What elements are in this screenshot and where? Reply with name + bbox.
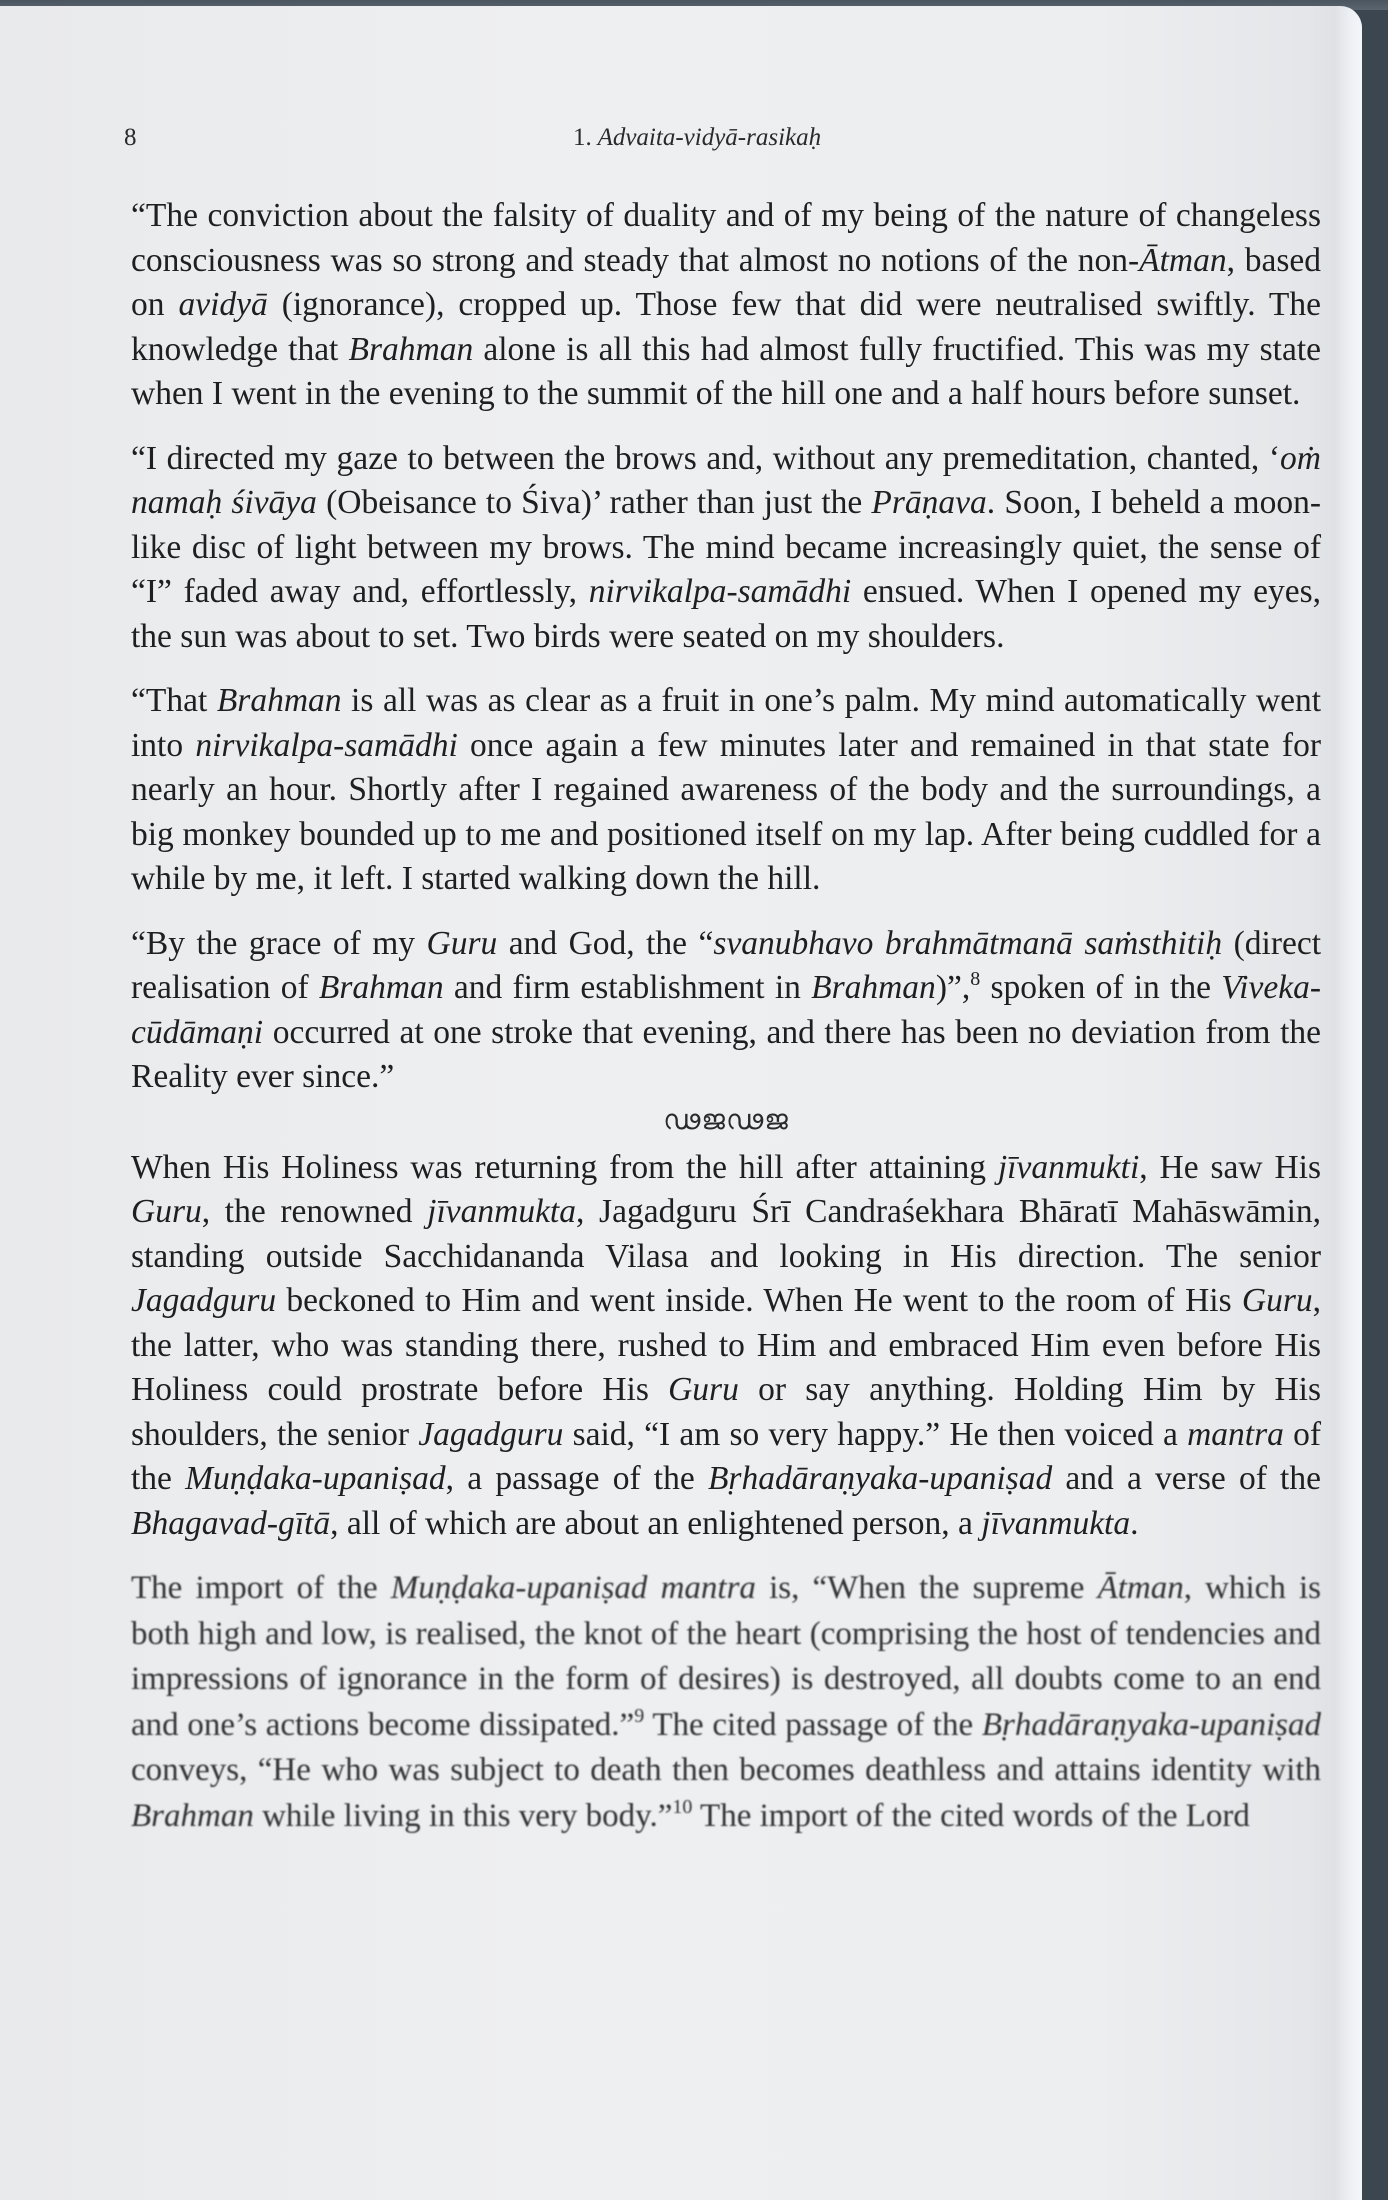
text-run: When His Holiness was returning from the hill after attaining [131,1148,998,1186]
text-run: . [1130,1504,1139,1542]
text-run: beckoned to Him and went inside. When He went to the room of His [276,1282,1242,1319]
text-run: “By the grace of my [131,924,427,962]
paragraph-4 [131,922,1321,1100]
text-run: and a verse of the [1052,1460,1321,1497]
text-run: alone is all this had almost fully fructified. This was my state when I went in the evening to the summit of the hill one and a half hours before sunset. [131,330,1321,412]
text-run: )”, [935,969,971,1006]
text-run: , based on [131,241,1321,323]
italic-term: Ātman [1097,1570,1184,1606]
italic-term: Brahman [318,969,444,1006]
italic-term: Ātman [1139,241,1227,279]
text-run: and God, the “ [497,924,714,962]
italic-term: Muṇḍaka-upaniṣad mantra [390,1570,756,1606]
text-run: while living in this very body.” [253,1797,673,1834]
chapter-title [573,124,821,152]
text-run: , the renowned [201,1193,428,1230]
text-run: , which is both high and low, is realised, the knot of the heart (comprising the host of tendencies and impressions of ignorance in the form of desires) is destroyed, all doubts come to an end and one’s actions become dissipated.” [131,1570,1322,1743]
italic-term: Bṛhadāraṇyaka-upaniṣad [981,1706,1321,1743]
text-run: spoken of in the [980,969,1222,1006]
text-run: occurred at one stroke that evening, and there has been no deviation from the Reality ever since.” [131,1013,1321,1095]
italic-term: Jagadguru [418,1415,564,1453]
text-run: The import of the [131,1570,391,1606]
text-run: is, “When the supreme [755,1570,1098,1606]
italic-term: jīvanmukta [427,1193,576,1230]
italic-term: jīvanmukti [997,1148,1140,1186]
italic-term: Jagadguru [131,1282,277,1319]
text-run: “That [131,682,217,719]
italic-term: Bhagavad-gītā [131,1504,331,1542]
italic-term: Guru [668,1371,739,1408]
footnote-marker: 10 [672,1795,693,1818]
italic-term: Bṛhadāraṇyaka-upaniṣad [707,1460,1053,1497]
text-run: “I directed my gaze to between the brows and, without any premeditation, chanted, ‘ [131,439,1281,477]
paragraph-2 [131,437,1321,660]
text-run: “The conviction about the falsity of duality and of my being of the nature of changeless consciousness was so strong and steady that almost no notions of the non- [131,197,1321,279]
italic-term: Guru [426,924,498,962]
page-number: 8 [124,124,137,151]
body-text [131,194,1321,1859]
text-run: The cited passage of the [644,1706,982,1743]
text-run: is all was as clear as a fruit in one’s palm. My mind automatically went into [131,682,1321,764]
italic-term: nirvikalpa-samādhi [588,573,852,610]
text-run: . Soon, I beheld a moon-like disc of light between my brows. The mind became increasingly quiet, the sense of “I” faded away and, effortlessly, [131,484,1321,610]
text-run: , all of which are about an enlightened person, a [330,1504,982,1542]
section-break-ornament [131,1104,1321,1136]
text-run: (ignorance), cropped up. Those few that did were neutralised swiftly. The knowledge that [131,286,1322,368]
italic-term: nirvikalpa-samādhi [195,726,458,764]
italic-term: Prāṇava [871,484,987,521]
text-run: , a passage of the [445,1460,708,1497]
text-run: of the [131,1415,1322,1497]
italic-term: svanubhavo brahmātmanā saṁsthitiḥ [713,924,1223,962]
italic-term: Muṇḍaka-upaniṣad [185,1460,446,1497]
chapter-number: 1. [573,124,592,151]
chapter-title-text: Advaita-vidyā-rasikaḥ [597,124,822,151]
text-run: , the latter, who was standing there, rushed to Him and embraced Him even before His Holiness could prostrate before His [131,1282,1321,1408]
text-run: , Jagadguru Śrī Candraśekhara Bhāratī Mahāswāmin, standing outside Sacchidananda Vilasa and looking in His direction. The senior [131,1193,1322,1275]
italic-term: Guru [131,1193,202,1230]
italic-term: jīvanmukta [981,1504,1131,1542]
text-run: and firm establishment in [443,969,812,1006]
footnote-marker: 8 [970,968,981,990]
text-run: (Obeisance to Śiva)’ rather than just the [316,484,872,521]
italic-term: Brahman [811,969,936,1006]
text-run: (direct realisation of [131,924,1322,1006]
text-run: once again a few minutes later and remained in that state for nearly an hour. Shortly after I regained awareness of the body and the surroundings, a big monkey bounded up to me and positioned itself on my lap. After being cuddled for a while by me, it left. I started walking down the hill. [131,726,1321,897]
text-run: conveys, “He who was subject to death then becomes deathless and attains identity with [131,1752,1321,1788]
paragraph-3 [131,679,1321,902]
book-page [0,6,1362,2200]
italic-term: mantra [1187,1415,1284,1453]
italic-term: Viveka-cūdāmaṇi [131,969,1321,1051]
italic-term: oṁ namaḥ śivāya [131,439,1321,521]
italic-term: Brahman [216,682,342,719]
italic-term: Guru [1241,1282,1313,1319]
text-run: said, “I am so very happy.” He then voiced a [563,1415,1188,1453]
text-run: The import of the cited words of the Lord [692,1797,1250,1834]
italic-term: Brahman [348,330,474,368]
ornament-glyphs: ഢജഢജ [663,1104,789,1136]
italic-term: avidyā [178,286,268,323]
running-head [0,124,1362,164]
footnote-marker: 9 [634,1704,645,1727]
paragraph-1 [131,194,1321,417]
paragraph-6 [131,1566,1321,1839]
text-run: or say anything. Holding Him by His shoulders, the senior [131,1371,1322,1453]
text-run: ensued. When I opened my eyes, the sun was about to set. Two birds were seated on my shoulders. [131,573,1321,655]
italic-term: Brahman [131,1797,254,1834]
paragraph-5 [131,1146,1321,1547]
text-run: , He saw His [1139,1148,1321,1186]
